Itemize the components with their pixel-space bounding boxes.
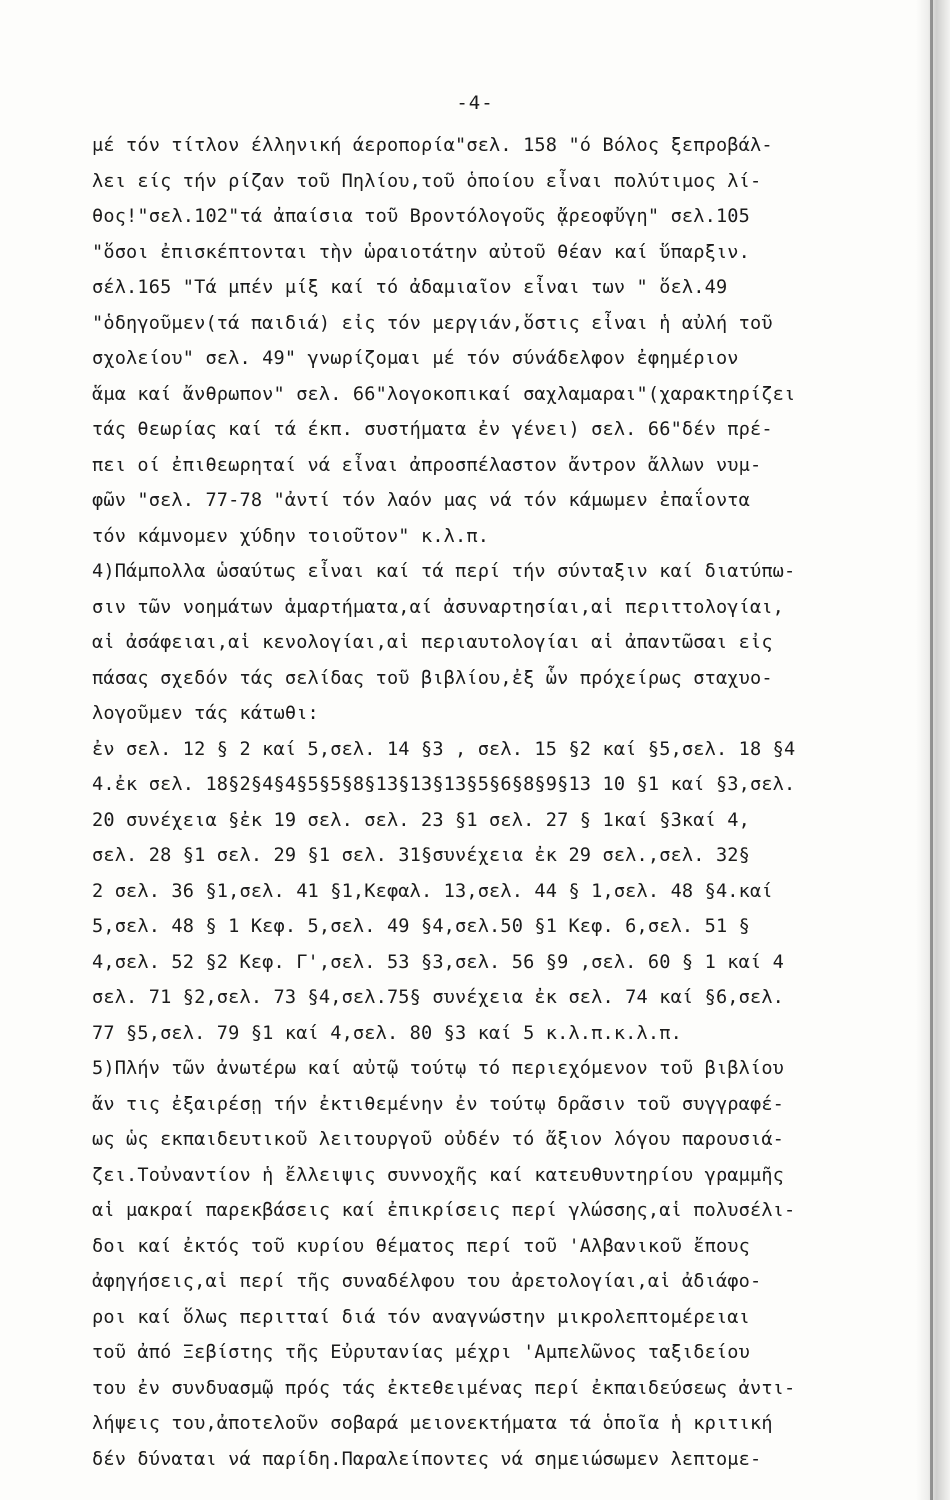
text-line: ἅμα καί ἄνθρωπον" σελ. 66"λογοκοπικαί σαχλαμαραι"(χαρακτηρίζει xyxy=(92,383,796,405)
text-line: "ὅσοι ἐπισκέπτονται τὴν ὡραιοτάτην αὐτοῦ θέαν καί ὕπαρξιν. xyxy=(92,241,750,263)
text-line: 4.ἐκ σελ. 18§2§4§4§5§5§8§13§13§13§5§6§8§9§13 10 §1 καί §3,σελ. xyxy=(92,774,796,795)
text-line: φῶν "σελ. 77-78 "ἀντί τόν λαόν μας νά τόν κάμωμεν ἐπαΐοντα xyxy=(92,490,750,511)
text-line: πει οί ἐπιθεωρηταί νά εἶναι ἀπροσπέλαστον ἄντρον ἄλλων νυμ- xyxy=(92,454,762,476)
text-line: θος!"σελ.102"τά ἀπαίσια τοῦ Βροντόλογοῦς ᾄρεοφὔγη" σελ.105 xyxy=(92,206,750,227)
text-line: αἱ ἀσάφειαι,αἱ κενολογίαι,αἱ περιαυτολογίαι αἱ ἀπαντῶσαι εἰς xyxy=(92,632,773,653)
text-line: του ἐν συνδυασμῷ πρός τάς ἐκτεθειμένας περί ἐκπαιδεύσεως ἀντι- xyxy=(92,1377,796,1399)
text-line: ἄν τις ἐξαιρέσῃ τήν ἐκτιθεμένην ἐν τούτῳ δρᾶσιν τοῦ συγγραφέ- xyxy=(92,1093,785,1115)
text-line: τοῦ ἀπό Ξεβίστης τῆς Εὐρυτανίας μέχρι 'Αμπελῶνος ταξιδείου xyxy=(92,1342,750,1363)
text-line: ζει.Τοὐναντίον ἡ ἔλλειψις συννοχῆς καί κατευθυντηρίου γραμμῆς xyxy=(92,1164,785,1186)
text-line: σελ. 28 §1 σελ. 29 §1 σελ. 31§συνέχεια ἐκ 29 σελ.,σελ. 32§ xyxy=(92,845,750,866)
text-line: 77 §5,σελ. 79 §1 καί 4,σελ. 80 §3 καί 5 κ.λ.π.κ.λ.π. xyxy=(92,1022,682,1044)
text-line: ως ὡς εκπαιδευτικοῦ λειτουργοῦ οὐδέν τό ἄξιον λόγου παρουσιά- xyxy=(92,1129,785,1150)
text-line: δέν δύναται νά παρίδη.Παραλείποντες νά σημειώσωμεν λεπτομε- xyxy=(92,1448,762,1470)
page-number: -4- xyxy=(456,92,494,114)
text-line: λογοῦμεν τάς κάτωθι: xyxy=(92,703,319,724)
text-line: τάς θεωρίας καί τά έκπ. συστήματα ἐν γένει) σελ. 66"δέν πρέ- xyxy=(92,419,773,440)
text-line: πάσας σχεδόν τάς σελίδας τοῦ βιβλίου,ἐξ ὧν πρόχείρως σταχυο- xyxy=(92,667,773,689)
text-line: δοι καί ἐκτός τοῦ κυρίου θέματος περί τοῦ 'Αλβανικοῦ ἔπους xyxy=(92,1235,750,1257)
text-line: μέ τόν τίτλον έλληνική άεροπορία"σελ. 158 "ό Βόλος ξεπροβάλ- xyxy=(92,135,773,156)
text-line: ἐν σελ. 12 § 2 καί 5,σελ. 14 §3 , σελ. 15 §2 καί §5,σελ. 18 §4 xyxy=(92,738,796,760)
text-line: 5,σελ. 48 § 1 Κεφ. 5,σελ. 49 §4,σελ.50 §1 Κεφ. 6,σελ. 51 § xyxy=(92,916,750,937)
text-line: τόν κάμνομεν χύδην τοιοῦτον" κ.λ.π. xyxy=(92,525,490,547)
text-line: σχολείου" σελ. 49" γνωρίζομαι μέ τόν σύνάδελφον ἐφημέριον xyxy=(92,348,739,369)
text-line: σέλ.165 "Τά μπέν μίξ καί τό ἀδαμιαῖον εἶναι των " ὅελ.49 xyxy=(92,277,728,298)
binding-edge-shadow xyxy=(916,0,950,1500)
text-line: λήψεις του,ἀποτελοῦν σοβαρά μειονεκτήματα τά ὁποῖα ἡ κριτική xyxy=(92,1413,773,1434)
text-line: λει είς τήν ρίζαν τοῦ Πηλίου,τοῦ ὁποίου εἶναι πολύτιμος λί- xyxy=(92,170,762,192)
text-line: 20 συνέχεια §ἐκ 19 σελ. σελ. 23 §1 σελ. 27 § 1καί §3καί 4, xyxy=(92,809,750,831)
text-line: 4,σελ. 52 §2 Κεφ. Γ',σελ. 53 §3,σελ. 56 §9 ,σελ. 60 § 1 καί 4 xyxy=(92,951,785,973)
text-line: ροι καί ὅλως περιτταί διά τόν αναγνώστην μικρολεπτομέρειαι xyxy=(92,1306,750,1328)
text-line: 4)Πάμπολλα ὡσαύτως εἶναι καί τά περί τήν σύνταξιν καί διατύπω- xyxy=(92,561,796,582)
text-line: "ὁδηγοῦμεν(τά παιδιά) εἰς τόν μεργιάν,ὅστις εἶναι ἡ αὐλή τοῦ xyxy=(92,312,773,334)
text-line: 5)Πλήν τῶν ἀνωτέρω καί αὐτῷ τούτῳ τό περιεχόμενον τοῦ βιβλίου xyxy=(92,1058,785,1079)
typewritten-text-block xyxy=(92,128,912,1477)
text-line: 2 σελ. 36 §1,σελ. 41 §1,Κεφαλ. 13,σελ. 44 § 1,σελ. 48 §4.καί xyxy=(92,880,773,902)
text-line: σιν τῶν νοημάτων ἁμαρτήματα,αί ἀσυναρτησίαι,αἱ περιττολογίαι, xyxy=(92,596,785,618)
text-line: σελ. 71 §2,σελ. 73 §4,σελ.75§ συνέχεια ἐκ σελ. 74 καί §6,σελ. xyxy=(92,987,785,1008)
text-line: ἀφηγήσεις,αἱ περί τῆς συναδέλφου του ἀρετολογίαι,αἱ ἀδιάφο- xyxy=(92,1271,762,1292)
text-line: αἱ μακραί παρεκβάσεις καί ἐπικρίσεις περί γλώσσης,αἱ πολυσέλι- xyxy=(92,1200,796,1221)
